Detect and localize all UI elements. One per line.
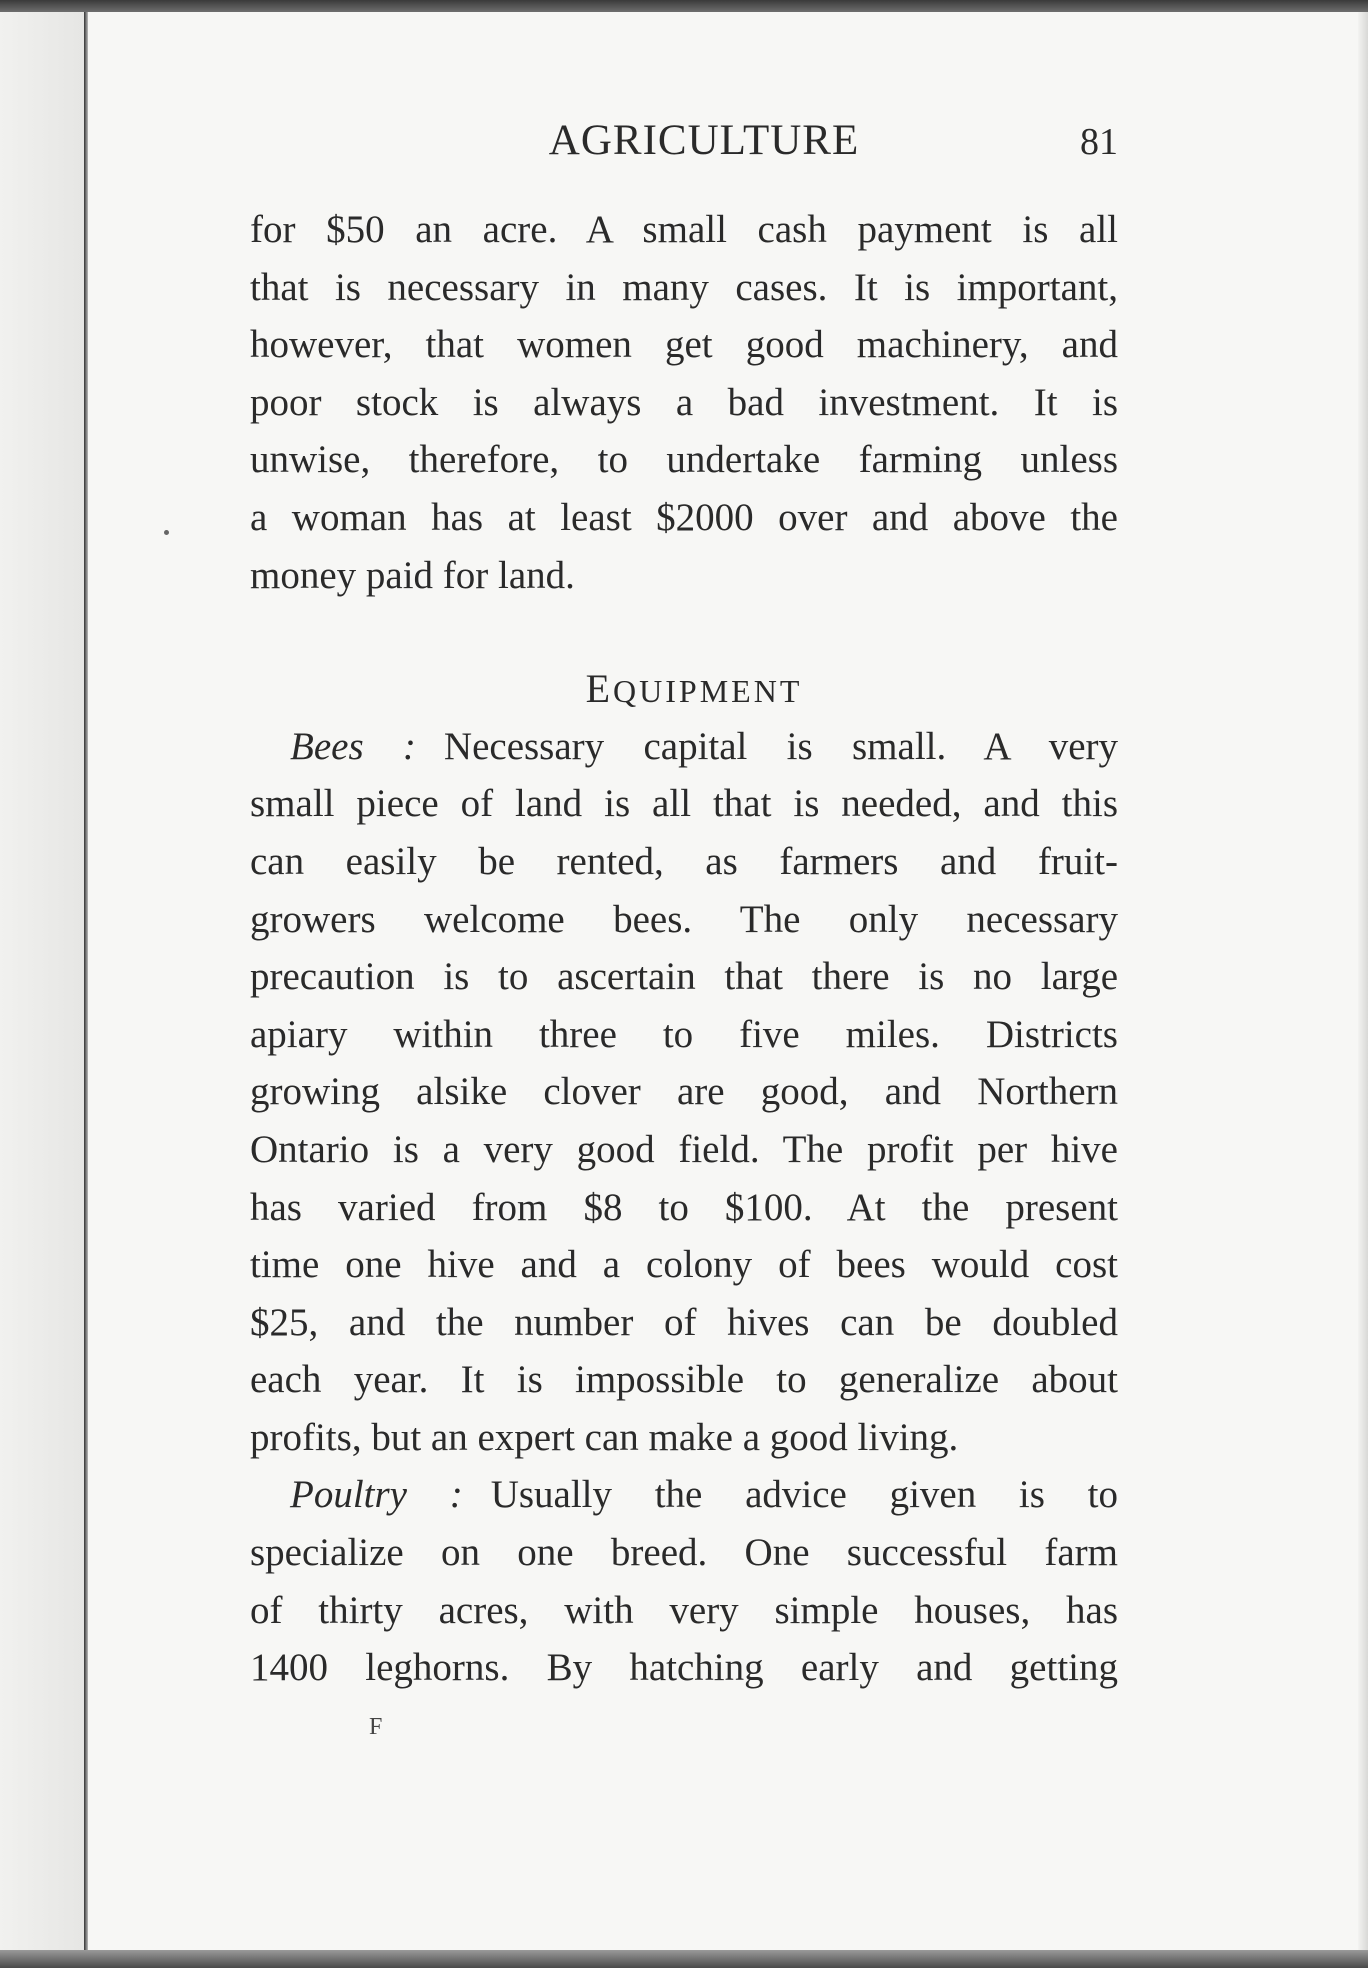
heading-rest: QUIPMENT <box>613 673 803 710</box>
text-line: growers welcome bees. The only necessary <box>250 897 1118 941</box>
text-line: has varied from $8 to $100. At the present <box>250 1185 1118 1229</box>
text-line: apiary within three to five miles. Districts <box>250 1012 1118 1056</box>
section-heading <box>250 660 1118 718</box>
running-title: AGRICULTURE <box>548 117 860 164</box>
text-line: poor stock is always a bad investment. It is <box>250 380 1118 424</box>
text-line: of thirty acres, with very simple houses, has <box>250 1588 1118 1632</box>
text-line: can easily be rented, as farmers and fruit- <box>250 839 1118 883</box>
text-line: each year. It is impossible to generalize about <box>250 1358 1118 1402</box>
ink-speck <box>164 530 169 535</box>
page-gutter <box>0 12 84 1952</box>
book-spine-shadow <box>84 12 88 1952</box>
bees-label: Bees : <box>290 724 416 768</box>
text-line: small piece of land is all that is needed, and this <box>250 782 1118 826</box>
text-line: for $50 an acre. A small cash payment is all <box>250 208 1118 251</box>
text-line: a woman has at least $2000 over and above the <box>250 495 1118 539</box>
poultry-first-line: Usually the advice given is to <box>490 1473 1118 1517</box>
scan-top-edge <box>0 0 1368 12</box>
text-line: unwise, therefore, to undertake farming unless <box>250 438 1118 482</box>
poultry-label: Poultry : <box>290 1473 463 1517</box>
page-right-edge <box>1358 12 1368 1952</box>
running-head <box>250 116 1118 176</box>
text-line: time one hive and a colony of bees would cost <box>250 1243 1118 1287</box>
text-line: precaution is to ascertain that there is no large <box>250 955 1118 999</box>
text-line: growing alsike clover are good, and Northern <box>250 1070 1118 1114</box>
text-line: 1400 leghorns. By hatching early and getting <box>250 1646 1118 1690</box>
text-line: specialize on one breed. One successful farm <box>250 1531 1118 1575</box>
bees-first-line: Necessary capital is small. A very <box>443 724 1118 768</box>
page-number: 81 <box>1080 121 1118 163</box>
text-line: $25, and the number of hives can be doubled <box>250 1300 1118 1344</box>
text-line: profits, but an expert can make a good living. <box>250 1415 959 1459</box>
text-line: Ontario is a very good field. The profit per hive <box>250 1127 1118 1171</box>
text-line: money paid for land. <box>250 553 575 597</box>
text-line: however, that women get good machinery, and <box>250 323 1118 367</box>
body-text <box>250 201 1118 1697</box>
text-line <box>250 718 1118 776</box>
text-line: that is necessary in many cases. It is important, <box>250 265 1118 309</box>
signature-mark: F <box>369 1714 383 1740</box>
heading-initial: E <box>585 666 614 712</box>
text-line <box>250 1466 1118 1524</box>
scan-bottom-edge <box>0 1950 1368 1968</box>
